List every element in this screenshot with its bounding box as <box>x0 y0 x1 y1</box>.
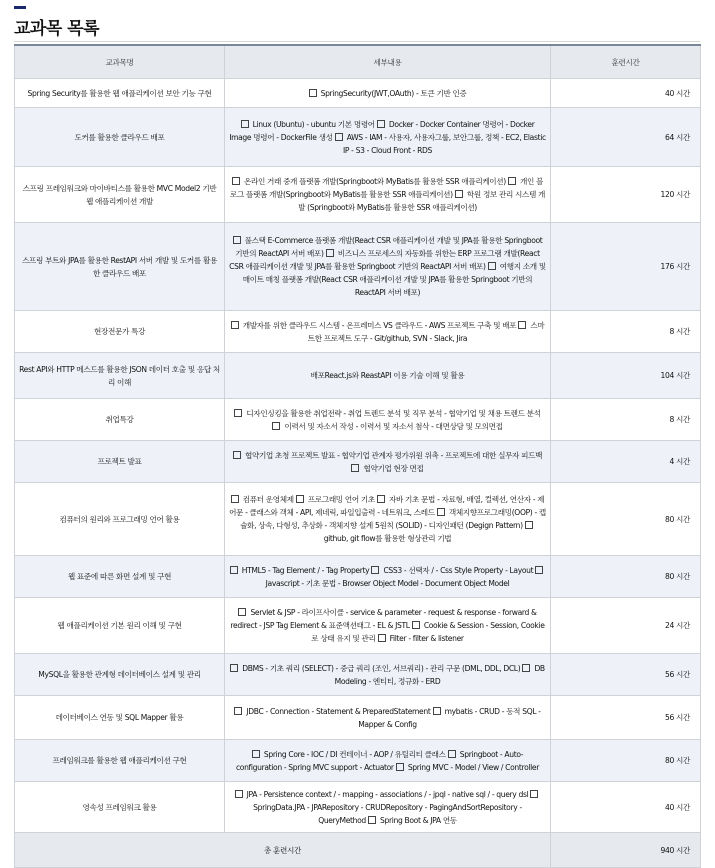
checkbox-square-icon <box>235 790 243 798</box>
checkbox-square-icon <box>378 634 386 642</box>
checkbox-square-icon <box>518 321 526 329</box>
checkbox-square-icon <box>230 664 238 672</box>
details-cell: HTML5 - Tag Element / - Tag Property CSS3 - 선택자 / - Css Style Property - Layout Javascript - 기초 문법 - Browser Object Model - Document Object Model <box>225 556 551 598</box>
checkbox-square-icon <box>231 321 239 329</box>
subject-cell: 컴퓨터의 원리와 프로그래밍 언어 활용 <box>15 483 225 556</box>
checkbox-square-icon <box>233 451 241 459</box>
hours-cell: 80 시간 <box>551 740 701 782</box>
hours-cell: 56 시간 <box>551 696 701 740</box>
checkbox-square-icon <box>238 608 246 616</box>
hours-cell: 120 시간 <box>551 167 701 223</box>
table-row <box>15 740 701 782</box>
checkbox-square-icon <box>522 664 530 672</box>
subject-cell: 취업특강 <box>15 399 225 441</box>
checkbox-square-icon <box>412 621 420 629</box>
subject-cell: MySQL을 활용한 관계형 데이터베이스 설계 및 관리 <box>15 654 225 696</box>
subject-cell: 스프링 프레임워크와 마이바티스를 활용한 MVC Model2 기반 웹 애플리케이션 개발 <box>15 167 225 223</box>
checkbox-square-icon <box>272 422 280 430</box>
checkbox-square-icon <box>508 177 516 185</box>
course-table <box>14 44 701 868</box>
checkbox-square-icon <box>351 464 359 472</box>
table-row <box>15 483 701 556</box>
table-row <box>15 223 701 311</box>
checkbox-square-icon <box>535 566 543 574</box>
title-divider <box>14 41 700 42</box>
table-header-row <box>15 45 701 79</box>
subject-cell: 프로젝트 발표 <box>15 441 225 483</box>
subject-cell: Rest API와 HTTP 메스드를 활용한 JSON 데이터 호출 및 응답 처리 이해 <box>15 353 225 399</box>
hours-cell: 80 시간 <box>551 483 701 556</box>
hours-cell: 4 시간 <box>551 441 701 483</box>
hours-cell: 104 시간 <box>551 353 701 399</box>
table-row <box>15 441 701 483</box>
subject-cell: 웹 애플리케이션 기본 원리 이해 및 구현 <box>15 598 225 654</box>
table-body <box>15 79 701 868</box>
checkbox-square-icon <box>377 495 385 503</box>
table-row <box>15 654 701 696</box>
total-label: 총 훈련시간 <box>15 833 551 868</box>
details-cell: 개발자를 위한 클라우드 시스템 - 온프레미스 VS 클라우드 - AWS 프로젝트 구축 및 배포 스마트한 프로젝트 도구 - Git/github, SVN - Slack, Jira <box>225 311 551 353</box>
checkbox-square-icon <box>326 249 334 257</box>
details-cell: 온라인 거래 중개 플랫폼 개발(Springboot와 MyBatis를 활용한 SSR 애플리케이션) 개인 블로그 플랫폼 개발(Springboot와 MyBatis를 활용한 SSR 애플리케이션) 학원 정보 관리 시스템 개발 (Springboot와 MyBatis를 활용한 SSR 애플리케이션) <box>225 167 551 223</box>
hours-cell: 40 시간 <box>551 79 701 108</box>
hours-cell: 80 시간 <box>551 556 701 598</box>
subject-cell: 프레임워크를 활용한 웹 애플리케이션 구현 <box>15 740 225 782</box>
checkbox-square-icon <box>309 89 317 97</box>
details-cell: Spring Core - IOC / DI 컨테이너 - AOP / 유틸리티 클래스 Springboot - Auto-configuration - Spring MVC support - Actuator Spring MVC - Model / View / Controller <box>225 740 551 782</box>
checkbox-square-icon <box>233 236 241 244</box>
hours-cell: 56 시간 <box>551 654 701 696</box>
details-cell: 풀스택 E-Commerce 플랫폼 개발(React CSR 애플리케이션 개발 및 JPA를 활용한 Springboot 기반의 ReactAPI 서버 배포) 비즈니스 프로세스의 자동화를 위한는 ERP 프로그램 개발(React CSR 애플리케이션 개발 및 JPA를 활용한 Springboot 기반의 ReactAPI 서버 배포) 여행지 소개 및 매이트 매칭 플랫폼 개발(React CSR 애플리케이션 개발 및 JPA를 활용한 Springboot 기반의 ReactAPI 서버 배포) <box>225 223 551 311</box>
details-cell: 컴퓨터 운영체제 프로그래밍 언어 기초 자바 기초 문법 - 자료형, 배열, 컬렉션, 연산자 - 제어문 - 클래스와 객체 - API, 제네릭, 파일입출력 - 네트워크, 스레드 객체지향프로그래밍(OOP) - 캡슐화, 상속, 다형성, 추상화 - 객체지향 설계 5원칙 (SOLID) - 디자인패턴 (Degign Pattern) github, git flow를 활용한 형상관리 기법 <box>225 483 551 556</box>
checkbox-square-icon <box>396 763 404 771</box>
details-cell: Servlet & JSP - 라이프사이클 - service & parameter - request & response - forward & redirect - JSP Tag Element & 표준액션태그 - EL & JSTL Cookie & Session - Session, Cookie로 상태 유지 및 관리 Filter - filter & listener <box>225 598 551 654</box>
checkbox-square-icon <box>448 750 456 758</box>
subject-cell: 데이터베이스 연동 및 SQL Mapper 활용 <box>15 696 225 740</box>
table-row <box>15 79 701 108</box>
table-row <box>15 167 701 223</box>
checkbox-square-icon <box>232 177 240 185</box>
details-cell: SpringSecurity(JWT,OAuth) - 토큰 기반 인증 <box>225 79 551 108</box>
checkbox-square-icon <box>433 707 441 715</box>
table-row <box>15 311 701 353</box>
checkbox-square-icon <box>234 409 242 417</box>
checkbox-square-icon <box>234 707 242 715</box>
checkbox-square-icon <box>530 790 538 798</box>
hours-cell: 40 시간 <box>551 782 701 833</box>
details-cell: JPA - Persistence context / - mapping - associations / - jpql - native sql / - query dsl SpringData.JPA - JPARepository - CRUDRepository - PagingAndSortRepository - QueryMethod Spring Boot & JPA 연동 <box>225 782 551 833</box>
checkbox-square-icon <box>437 508 445 516</box>
details-cell: DBMS - 기초 쿼리 (SELECT) - 중급 쿼리 (조인, 서브쿼리) - 관리 구문 (DML, DDL, DCL) DB Modeling - 엔티티, 정규화 - ERD <box>225 654 551 696</box>
checkbox-square-icon <box>377 120 385 128</box>
hours-cell: 64 시간 <box>551 108 701 167</box>
header-subject: 교과목명 <box>15 45 225 79</box>
hours-cell: 24 시간 <box>551 598 701 654</box>
table-row <box>15 353 701 399</box>
details-cell: 디자인싱킹을 활용한 취업전략 - 취업 트렌드 분석 및 직무 분석 - 협약기업 및 채용 트렌드 분석 이력서 및 자소서 작성 - 이력서 및 자소서 첨삭 - 대면상담 및 모의면접 <box>225 399 551 441</box>
details-cell: 협약기업 초청 프로젝트 발표 - 협약기업 관계자 평가위원 위촉 - 프로젝트에 대한 실무자 피드백 협약기업 현장 면접 <box>225 441 551 483</box>
table-row <box>15 556 701 598</box>
subject-cell: 도커를 활용한 클라우드 배포 <box>15 108 225 167</box>
checkbox-square-icon <box>488 262 496 270</box>
table-row <box>15 399 701 441</box>
checkbox-square-icon <box>455 190 463 198</box>
page-title: 교과목 목록 <box>14 19 100 39</box>
checkbox-square-icon <box>252 750 260 758</box>
details-cell: JDBC - Connection - Statement & PreparedStatement mybatis - CRUD - 동적 SQL - Mapper & Config <box>225 696 551 740</box>
total-row <box>15 833 701 868</box>
table-row <box>15 598 701 654</box>
subject-cell: 스프링 부트와 JPA를 활용한 RestAPI 서버 개발 및 도커를 활용한 클라우드 배포 <box>15 223 225 311</box>
checkbox-square-icon <box>230 566 238 574</box>
total-hours: 940 시간 <box>551 833 701 868</box>
hours-cell: 8 시간 <box>551 311 701 353</box>
subject-cell: 웹 표준에 따른 화면 설계 및 구현 <box>15 556 225 598</box>
checkbox-square-icon <box>296 495 304 503</box>
hours-cell: 176 시간 <box>551 223 701 311</box>
hours-cell: 8 시간 <box>551 399 701 441</box>
checkbox-square-icon <box>335 133 343 141</box>
checkbox-square-icon <box>368 816 376 824</box>
checkbox-square-icon <box>371 566 379 574</box>
header-details: 세부내용 <box>225 45 551 79</box>
table-row <box>15 696 701 740</box>
details-cell: Linux (Ubuntu) - ubuntu 기본 명령어 Docker - Docker Container 명령어 - Docker Image 명령어 - DockerFile 생성 AWS - IAM - 사용자, 사용자그룹, 보안그룹, 정책 - EC2, Elastic IP - S3 - Cloud Front - RDS <box>225 108 551 167</box>
details-cell: 배포React.js와 ReastAPI 이용 기술 이해 및 활용 <box>225 353 551 399</box>
checkbox-square-icon <box>525 521 533 529</box>
table-row <box>15 108 701 167</box>
subject-cell: Spring Security를 활용한 웹 애플리케이션 보안 기능 구현 <box>15 79 225 108</box>
checkbox-square-icon <box>231 495 239 503</box>
subject-cell: 현장전문가 특강 <box>15 311 225 353</box>
header-hours: 훈련시간 <box>551 45 701 79</box>
checkbox-square-icon <box>241 120 249 128</box>
title-accent-bar <box>14 6 26 9</box>
table-row <box>15 782 701 833</box>
subject-cell: 영속성 프레임워크 활용 <box>15 782 225 833</box>
